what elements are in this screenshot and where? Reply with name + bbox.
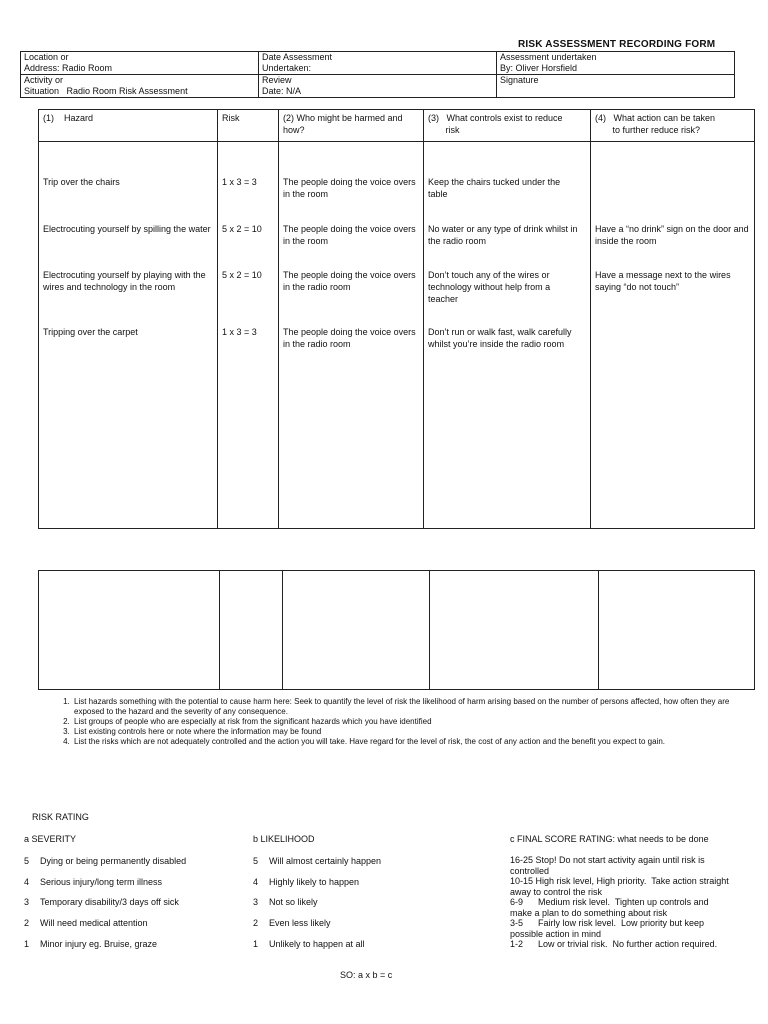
- likelihood-title: b LIKELIHOOD: [253, 834, 315, 844]
- hazard-1: Trip over the chairs: [43, 177, 120, 187]
- controls-4: Don’t run or walk fast, walk carefully whilst you’re inside the radio room: [428, 327, 572, 349]
- note-item: 1. List hazards something with the potential to cause harm here: Seek to quantify the level of risk the likelihood of harm arising based on the number of persons affected, how often they are exposed to the hazard and the severity of any consequence.: [72, 697, 742, 717]
- risk-1: 1 x 3 = 3: [222, 177, 257, 187]
- location-label: Location or: [24, 52, 69, 62]
- activity-label: Activity or: [24, 75, 64, 85]
- review-label: Review: [262, 75, 292, 85]
- hazard-table: [38, 109, 755, 529]
- col-who-header: (2) Who might be harmed and how?: [279, 110, 424, 142]
- blank-cell[interactable]: [430, 571, 599, 690]
- likelihood-item: 3 Not so likely: [253, 897, 318, 907]
- date-assessment-cell: [259, 52, 497, 75]
- action-column: [591, 142, 755, 529]
- severity-title: a SEVERITY: [24, 834, 77, 844]
- controls-column: [424, 142, 591, 529]
- assessor-cell: [497, 52, 735, 75]
- final-score-title: c FINAL SCORE RATING: what needs to be done: [510, 834, 709, 844]
- action-3: Have a message next to the wires saying “do not touch”: [595, 270, 731, 292]
- severity-item: 5 Dying or being permanently disabled: [24, 856, 187, 866]
- situation-value: Situation Radio Room Risk Assessment: [24, 86, 188, 96]
- final-score-item: 16-25 Stop! Do not start activity again until risk is controlled: [510, 855, 708, 876]
- risk-2: 5 x 2 = 10: [222, 224, 262, 234]
- likelihood-item: 4 Highly likely to happen: [253, 877, 360, 887]
- controls-2: No water or any type of drink whilst in the radio room: [428, 224, 578, 246]
- severity-item: 3 Temporary disability/3 days off sick: [24, 897, 179, 907]
- who-1: The people doing the voice overs in the room: [283, 177, 416, 199]
- review-date: Date: N/A: [262, 86, 302, 96]
- final-score-item: 3-5 Fairly low risk level. Low priority but keep possible action in mind: [510, 918, 707, 939]
- severity-item: 2 Will need medical attention: [24, 918, 148, 928]
- who-column: [279, 142, 424, 529]
- blank-cell[interactable]: [599, 571, 755, 690]
- header-table: [20, 51, 735, 98]
- hazard-4: Tripping over the carpet: [43, 327, 138, 337]
- hazard-2: Electrocuting yourself by spilling the water: [43, 224, 211, 234]
- controls-3: Don’t touch any of the wires or technology without help from a teacher: [428, 270, 551, 304]
- risk-3: 5 x 2 = 10: [222, 270, 262, 280]
- note-item: 4. List the risks which are not adequately controlled and the action you will take. Have regard for the level of risk, the cost of any action and the benefit you expect to gain.: [72, 737, 742, 747]
- who-3: The people doing the voice overs in the radio room: [283, 270, 416, 292]
- signature-label: Signature: [500, 75, 539, 85]
- review-cell: [259, 75, 497, 98]
- signature-cell: [497, 75, 735, 98]
- risk-4: 1 x 3 = 3: [222, 327, 257, 337]
- blank-cell[interactable]: [283, 571, 430, 690]
- severity-item: 1 Minor injury eg. Bruise, graze: [24, 939, 158, 949]
- final-score-item: 1-2 Low or trivial risk. No further action required.: [510, 939, 718, 949]
- location-cell: [21, 52, 259, 75]
- col-action-header: (4) What action can be taken to further reduce risk?: [591, 110, 755, 142]
- risk-column: [218, 142, 279, 529]
- activity-cell: [21, 75, 259, 98]
- severity-item: 4 Serious injury/long term illness: [24, 877, 163, 887]
- note-item: 3. List existing controls here or note where the information may be found: [72, 727, 742, 737]
- likelihood-item: 2 Even less likely: [253, 918, 331, 928]
- col-risk-header: Risk: [218, 110, 279, 142]
- risk-rating-title: RISK RATING: [32, 812, 89, 822]
- undertaken-label: Undertaken:: [262, 63, 312, 73]
- assessor-name: By: Oliver Horsfield: [500, 63, 578, 73]
- blank-cell[interactable]: [220, 571, 283, 690]
- likelihood-item: 1 Unlikely to happen at all: [253, 939, 365, 949]
- hazard-3: Electrocuting yourself by playing with the wires and technology in the room: [43, 270, 206, 292]
- final-score-item: 10-15 High risk level, High priority. Take action straight away to control the risk: [510, 876, 732, 897]
- score-formula: SO: a x b = c: [340, 970, 393, 980]
- who-2: The people doing the voice overs in the room: [283, 224, 416, 246]
- date-assessment-label: Date Assessment: [262, 52, 333, 62]
- final-score-item: 6-9 Medium risk level. Tighten up controls and make a plan to do something about risk: [510, 897, 712, 918]
- note-item: 2. List groups of people who are especially at risk from the significant hazards which you have identified: [72, 717, 742, 727]
- likelihood-item: 5 Will almost certainly happen: [253, 856, 382, 866]
- controls-1: Keep the chairs tucked under the table: [428, 177, 561, 199]
- blank-cell[interactable]: [39, 571, 220, 690]
- notes-list: [56, 697, 742, 747]
- blank-entry-table: [38, 570, 755, 690]
- who-4: The people doing the voice overs in the radio room: [283, 327, 416, 349]
- assessment-undertaken-label: Assessment undertaken: [500, 52, 597, 62]
- hazard-column: [39, 142, 218, 529]
- address-value: Address: Radio Room: [24, 63, 113, 73]
- form-title: RISK ASSESSMENT RECORDING FORM: [518, 39, 716, 50]
- col-hazard-header: (1) Hazard: [39, 110, 218, 142]
- col-controls-header: (3) What controls exist to reduce risk: [424, 110, 591, 142]
- action-2: Have a “no drink” sign on the door and inside the room: [595, 224, 749, 246]
